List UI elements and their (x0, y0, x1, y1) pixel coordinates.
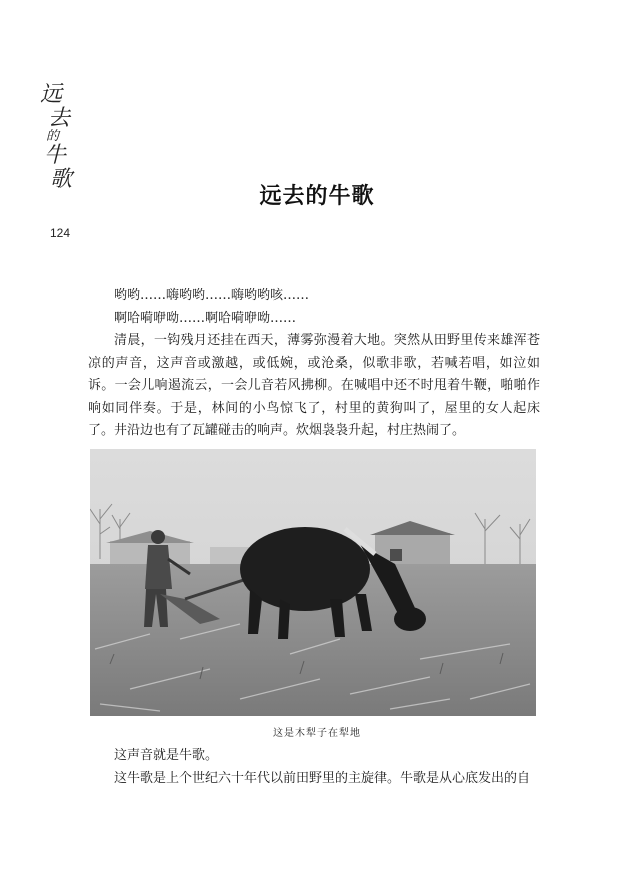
running-head-book-title (38, 84, 78, 191)
running-head-char: 的 (46, 129, 60, 144)
page-number: 124 (50, 226, 71, 240)
running-head-char: 去 (48, 106, 71, 131)
running-head-char: 牛 (44, 143, 67, 168)
chapter-title: 远去的牛歌 (259, 183, 375, 209)
paragraph-text: 这声音就是牛歌。 (114, 748, 219, 763)
paragraph-text: 清晨，一钩残月还挂在西天，薄雾弥漫着大地。突然从田野里传来雄浑苍凉的声音，这声音或激越，或低婉，或沧桑，似歌非歌，若喊若唱，如泣如诉。一会儿响遏流云，一会儿音若风拂柳。在喊唱中还不时甩着牛鞭，啪啪作响如同伴奏。于是，林间的小鸟惊飞了，村里的黄狗叫了，屋里的女人起床了。井沿边也有了瓦罐碰击的响声。炊烟袅袅升起，村庄热闹了。 (88, 333, 540, 438)
running-head-char: 远 (40, 82, 63, 107)
paragraph-text: 这牛歌是上个世纪六十年代以前田野里的主旋律。牛歌是从心底发出的自 (114, 770, 531, 786)
body-paragraph (88, 330, 540, 443)
chant-line: 啊哈嗬咿呦……啊哈嗬咿呦…… (114, 310, 297, 326)
running-head-char: 歌 (50, 167, 73, 192)
photo-caption: 这是木犁子在犁地 (273, 728, 361, 739)
chant-lines (88, 285, 540, 330)
plowing-photo (90, 449, 536, 716)
chant-line: 哟哟……嗨哟哟……嗨哟哟咳…… (114, 288, 310, 303)
continued-paragraphs (88, 745, 540, 790)
